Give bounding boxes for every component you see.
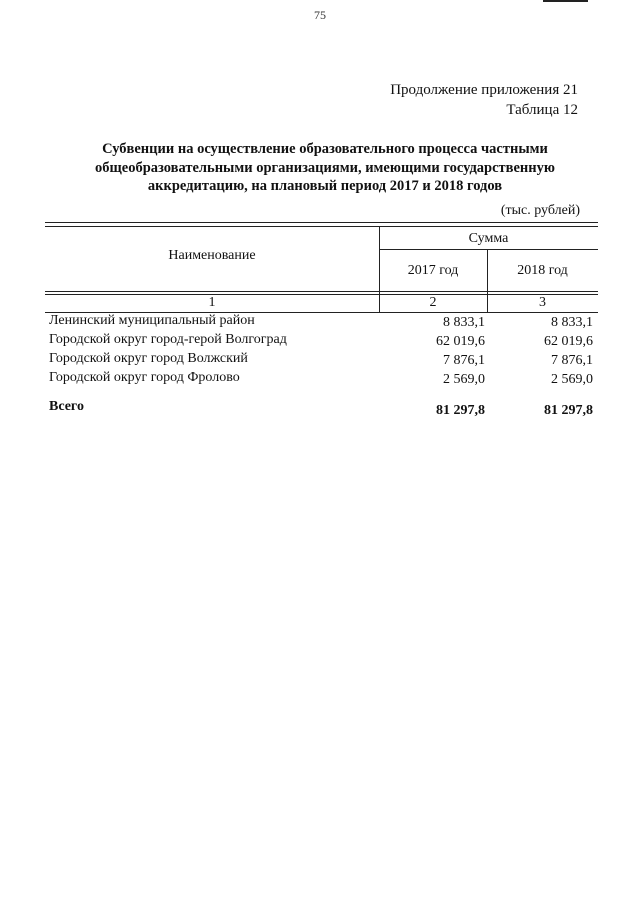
total-2018: 81 297,8 bbox=[544, 403, 593, 418]
row-4-2018: 2 569,0 bbox=[551, 372, 593, 387]
column-number-3: 3 bbox=[539, 295, 546, 310]
title-line-1: Субвенции на осуществление образовательного процесса частными bbox=[102, 141, 548, 157]
title-line-2: общеобразовательными организациями, имеющими государственную bbox=[95, 159, 555, 176]
sum-column-header: Сумма bbox=[468, 231, 509, 246]
table-top-border bbox=[45, 222, 598, 223]
row-3-2017: 7 876,1 bbox=[443, 353, 485, 368]
row-2-2018: 62 019,6 bbox=[544, 334, 593, 349]
year-2017-header: 2017 год bbox=[407, 263, 459, 278]
page-number: 75 bbox=[314, 8, 326, 22]
total-label: Всего bbox=[49, 399, 84, 414]
column-number-1: 1 bbox=[208, 295, 216, 310]
row-3-2018: 7 876,1 bbox=[551, 353, 593, 368]
appendix-line: Продолжение приложения 21 bbox=[390, 82, 578, 98]
row-1-name: Ленинский муниципальный район bbox=[49, 313, 255, 328]
row-3-name: Городской округ город Волжский bbox=[49, 351, 248, 366]
column-number-2: 2 bbox=[429, 295, 437, 310]
title-line-3: аккредитацию, на плановый период 2017 и 2018 годов bbox=[147, 178, 503, 194]
appendix-reference bbox=[390, 80, 578, 120]
row-4-2017: 2 569,0 bbox=[443, 372, 485, 387]
document-title bbox=[60, 140, 590, 196]
scan-mark bbox=[543, 0, 588, 2]
header-bottom-border bbox=[45, 291, 598, 292]
row-4-name: Городской округ город Фролово bbox=[49, 370, 240, 385]
row-2-2017: 62 019,6 bbox=[436, 334, 485, 349]
table-number: Таблица 12 bbox=[506, 102, 578, 118]
row-2-name: Городской округ город-герой Волгоград bbox=[49, 332, 287, 347]
row-1-2018: 8 833,1 bbox=[551, 315, 593, 330]
total-2017: 81 297,8 bbox=[436, 403, 485, 418]
units-label: (тыс. рублей) bbox=[500, 203, 580, 218]
name-column-header: Наименование bbox=[168, 248, 256, 263]
sum-header-divider bbox=[379, 249, 598, 250]
row-1-2017: 8 833,1 bbox=[443, 315, 485, 330]
table-top-border-inner bbox=[45, 226, 598, 227]
year-2018-header: 2018 год bbox=[517, 263, 568, 278]
